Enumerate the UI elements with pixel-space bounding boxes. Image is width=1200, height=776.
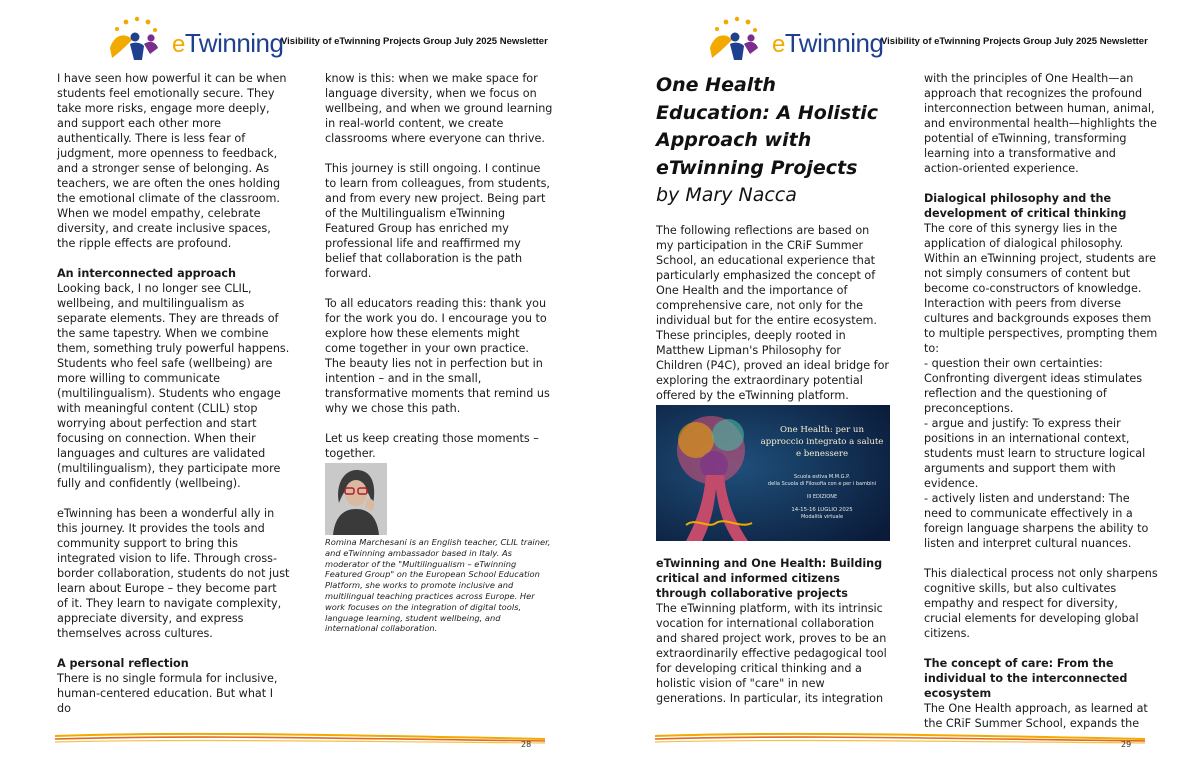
left-page-column-2	[325, 71, 553, 476]
bullet-item: - question their own certainties: Confronting divergent ideas stimulates reflection and the questioning of preconceptions.	[924, 357, 1143, 415]
paragraph: There is no single formula for inclusive, human-centered education. But what I do	[57, 672, 278, 715]
paragraph: know is this: when we make space for language diversity, when we focus on wellbeing, and when we ground learning in real-world content, we create classrooms where everyone can thrive.	[325, 72, 553, 145]
paragraph: The core of this synergy lies in the application of dialogical philosophy. Within an eTwinning project, students are not simply consumers of content but become co-constructors of knowledge. Interaction with peers from diverse cultures and backgrounds exposes them to multiple perspectives, prompting them to:	[924, 222, 1158, 355]
section-heading: Dialogical philosophy and the development of critical thinking	[924, 192, 1127, 220]
paragraph: The One Health approach, as learned at the CRiF Summer School, expands the	[924, 702, 1148, 730]
paragraph: To all educators reading this: thank you for the work you do. I encourage you to explore how these elements might come together in your own practice. The beauty lies not in perfection but in intention – and in the small, transformative moments that remind us why we chose this path.	[325, 297, 550, 415]
paragraph: This journey is still ongoing. I continue to learn from colleagues, from students, and from every new project. Being part of the Multilingualism eTwinning Featured Group has enriched my professional life and reaffirmed my belief that collaboration is the path forward.	[325, 162, 550, 280]
page-number: 28	[521, 740, 532, 749]
right-page-column-1	[656, 72, 890, 418]
author-photo	[325, 463, 387, 535]
bullet-item: - actively listen and understand: The need to communicate effectively in a foreign language sharpens the ability to listen and interpret cultural nuances.	[924, 492, 1149, 550]
paragraph: The eTwinning platform, with its intrinsic vocation for international collaboration and shared project work, proves to be an extraordinarily effective pedagogical tool for developing critical thinking and a holistic vision of "care" in new generations. In particular, its integration	[656, 602, 887, 705]
newsletter-title: Visibility of eTwinning Projects Group July 2025 Newsletter	[281, 36, 548, 47]
bullet-item: - argue and justify: To express their positions in an international context, students must learn to structure logical arguments and support them with evidence.	[924, 417, 1146, 490]
article-author: by Mary Nacca	[656, 184, 797, 206]
etwinning-logo-icon	[704, 14, 774, 64]
right-page-column-1-lower	[656, 556, 890, 706]
author-bio-caption: Romina Marchesani is an English teacher, CLIL trainer, and eTwinning ambassador based in Italy. As moderator of the "Multilingualism – eTwinning Featured Group" on the European School Education Platform, she works to promote inclusive and multilingual teaching practices across Europe. Her work focuses on the integration of digital tools, language learning, student wellbeing, and international collaboration.	[325, 537, 551, 634]
right-page-column-2	[924, 71, 1158, 731]
section-heading: The concept of care: From the individual to the interconnected ecosystem	[924, 657, 1128, 700]
poster-subtitle: Scuola estiva M.M.G.P. della Scuola di Filosofia con e per i bambini III EDIZIONE 14-15-16 LUGLIO 2025 Modalità virtuale	[767, 474, 877, 520]
footer-wave-decoration	[55, 730, 545, 746]
section-heading: A personal reflection	[57, 657, 189, 670]
paragraph: Looking back, I no longer see CLIL, wellbeing, and multilingualism as separate elements. They are threads of the same tapestry. When we combine them, something truly powerful happens. Students who feel safe (wellbeing) are more willing to communicate (multilingualism). Students who engage with meaningful content (CLIL) stop worrying about perfection and start focusing on connection. When their languages and cultures are validated (multilingualism), they participate more fully and confidently (wellbeing).	[57, 282, 290, 490]
section-heading: An interconnected approach	[57, 267, 236, 280]
newsletter-title: Visibility of eTwinning Projects Group July 2025 Newsletter	[881, 36, 1148, 47]
article-title: One Health Education: A Holistic Approach with eTwinning Projects	[656, 74, 879, 179]
etwinning-logo-icon	[104, 14, 174, 64]
paragraph: eTwinning has been a wonderful ally in this journey. It provides the tools and community support to bring this integrated vision to life. Through cross-border collaboration, students do not just learn about Europe – they become part of it. They learn to navigate complexity, appreciate diversity, and express themselves across cultures.	[57, 507, 290, 640]
paragraph: Let us keep creating those moments – together.	[325, 432, 539, 460]
author-portrait-icon	[325, 463, 387, 535]
paragraph: I have seen how powerful it can be when students feel emotionally secure. They take more risks, engage more deeply, and support each other more authentically. There is less fear of judgment, more openness to feedback, and a stronger sense of belonging. As teachers, we are often the ones holding the emotional climate of the classroom. When we model empathy, celebrate diversity, and create inclusive spaces, the ripple effects are profound.	[57, 72, 287, 250]
paragraph: The following reflections are based on my participation in the CRiF Summer School, an educational experience that particularly emphasized the concept of One Health and the importance of comprehensive care, not only for the individual but for the entire ecosystem. These principles, deeply rooted in Matthew Lipman's Philosophy for Children (P4C), proved an ideal bridge for exploring the extraordinary potential offered by the eTwinning platform.	[656, 224, 890, 402]
page-number: 29	[1121, 740, 1132, 749]
poster-title: One Health: per un approccio integrato a salute e benessere	[760, 425, 884, 459]
paragraph: This dialectical process not only sharpens cognitive skills, but also cultivates empathy and respect for diversity, crucial elements for developing global citizens.	[924, 567, 1158, 640]
footer-wave-decoration	[655, 730, 1145, 746]
right-page	[600, 0, 1200, 776]
paragraph: with the principles of One Health—an approach that recognizes the profound interconnection between human, animal, and environmental health—highlights the potential of eTwinning, transforming learning into a transformative and action-oriented experience.	[924, 72, 1157, 175]
etwinning-wordmark: eTwinning	[772, 28, 884, 58]
section-heading: eTwinning and One Health: Building critical and informed citizens through collaborative projects	[656, 557, 883, 600]
left-page-column-1	[57, 71, 290, 716]
etwinning-wordmark: eTwinning	[172, 28, 284, 58]
